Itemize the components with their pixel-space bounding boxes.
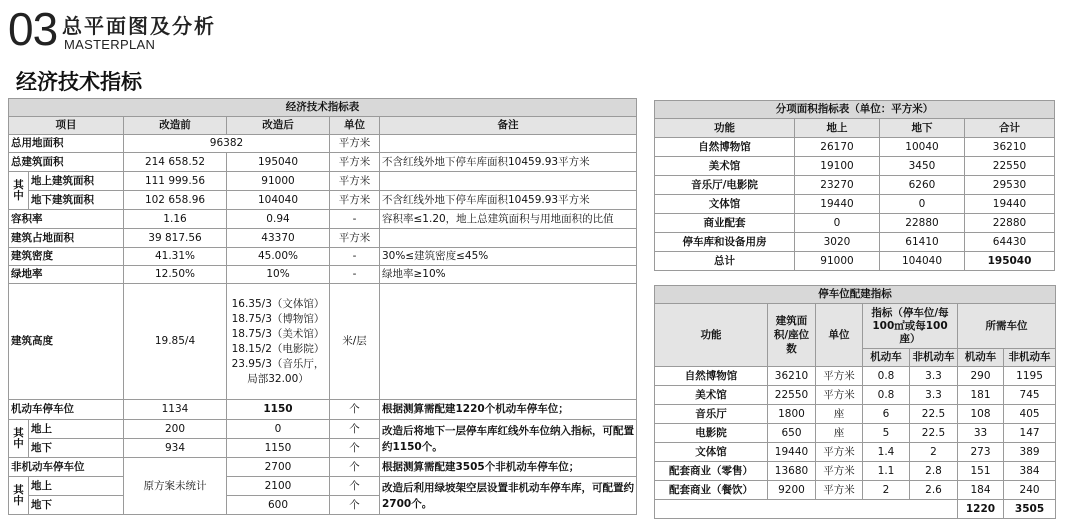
cell-unit: 平方米 (816, 443, 863, 462)
col-header-before: 改造前 (124, 117, 227, 135)
cell-above: 3020 (795, 233, 880, 252)
cell-under: 10040 (880, 138, 965, 157)
table-row (9, 477, 637, 496)
cell-area: 13680 (768, 462, 816, 481)
cell-bike: 405 (1004, 405, 1056, 424)
cell-car: 184 (958, 481, 1004, 500)
cell-car-index: 0.8 (863, 367, 910, 386)
header-row (655, 304, 1056, 349)
table-row (655, 214, 1055, 233)
table-row (9, 172, 637, 191)
col-header-bike-required: 非机动车 (1004, 349, 1056, 367)
cell-bike: 240 (1004, 481, 1056, 500)
cell-note (380, 229, 637, 248)
row-label: 建筑高度 (9, 284, 124, 400)
cell-unit: 个 (330, 477, 380, 496)
cell-after: 0.94 (227, 210, 330, 229)
cell-bike-index: 3.3 (910, 386, 958, 405)
row-label: 非机动车停车位 (9, 458, 124, 477)
table-row (655, 462, 1056, 481)
cell-function: 自然博物馆 (655, 367, 768, 386)
total-row (655, 500, 1056, 519)
col-header-index: 指标（停车位/每100㎡或每100座） (863, 304, 958, 349)
cell-note: 改造后利用绿坡架空层设置非机动车停车库，可配置约2700个。 (380, 477, 637, 515)
page-title: 经济技术指标 (16, 70, 142, 94)
cell-bike-index: 2.6 (910, 481, 958, 500)
table-row (9, 400, 637, 420)
cell-car-index: 6 (863, 405, 910, 424)
cell-total: 29530 (965, 176, 1055, 195)
col-header-area: 建筑面积/座位数 (768, 304, 816, 367)
cell-function: 美术馆 (655, 386, 768, 405)
cell-unit: 平方米 (816, 481, 863, 500)
cell-unit: 米/层 (330, 284, 380, 400)
cell-before: 12.50% (124, 266, 227, 284)
cell-area: 650 (768, 424, 816, 443)
cell-before: 19.85/4 (124, 284, 227, 400)
cell-after: 45.00% (227, 248, 330, 266)
cell-total: 195040 (965, 252, 1055, 271)
col-header-unit: 单位 (816, 304, 863, 367)
cell-unit: 个 (330, 439, 380, 458)
col-header-function: 功能 (655, 304, 768, 367)
cell-unit: 平方米 (816, 386, 863, 405)
row-label: 建筑密度 (9, 248, 124, 266)
row-label: 地下建筑面积 (29, 191, 124, 210)
parking-indicators-table (654, 285, 1056, 519)
cell-function: 音乐厅/电影院 (655, 176, 795, 195)
table-title: 经济技术指标表 (9, 99, 637, 117)
table-row (655, 233, 1055, 252)
cell-total: 22550 (965, 157, 1055, 176)
cell-note: 30%≤建筑密度≤45% (380, 248, 637, 266)
cell-before: 39 817.56 (124, 229, 227, 248)
col-header-car-required: 机动车 (958, 349, 1004, 367)
cell-under: 0 (880, 195, 965, 214)
cell-bike: 147 (1004, 424, 1056, 443)
cell-unit: 个 (330, 496, 380, 515)
row-label: 地上 (29, 477, 124, 496)
cell-before: 102 658.96 (124, 191, 227, 210)
col-header-car-index: 机动车 (863, 349, 910, 367)
cell-note: 绿地率≥10% (380, 266, 637, 284)
cell-above: 23270 (795, 176, 880, 195)
cell-unit: 平方米 (330, 191, 380, 210)
cell-after: 1150 (227, 400, 330, 420)
cell-note: 根据测算需配建1220个机动车停车位； (380, 400, 637, 420)
table-row (9, 135, 637, 153)
cell-area: 1800 (768, 405, 816, 424)
cell-car: 181 (958, 386, 1004, 405)
cell-under: 22880 (880, 214, 965, 233)
cell-after: 10% (227, 266, 330, 284)
cell-car: 273 (958, 443, 1004, 462)
economic-indicators-table (8, 98, 637, 515)
cell-after: 91000 (227, 172, 330, 191)
cell-bike-index: 22.5 (910, 405, 958, 424)
cell-function: 配套商业（餐饮） (655, 481, 768, 500)
col-header-after: 改造后 (227, 117, 330, 135)
section-title-cn: 总平面图及分析 (62, 14, 216, 38)
table-row (9, 420, 637, 439)
table-row (655, 157, 1055, 176)
col-header-note: 备注 (380, 117, 637, 135)
row-label: 绿地率 (9, 266, 124, 284)
qizhong-label: 其中 (9, 477, 29, 515)
table-title-row (655, 101, 1055, 119)
cell-unit: 平方米 (816, 462, 863, 481)
cell-above: 19100 (795, 157, 880, 176)
cell-unit: 座 (816, 405, 863, 424)
cell-note (380, 172, 637, 191)
cell-bike: 384 (1004, 462, 1056, 481)
row-label: 容积率 (9, 210, 124, 229)
cell-after: 2100 (227, 477, 330, 496)
section-title-en: MASTERPLAN (64, 37, 156, 52)
row-label: 机动车停车位 (9, 400, 124, 420)
cell-above: 19440 (795, 195, 880, 214)
cell-area: 9200 (768, 481, 816, 500)
cell-bike: 1195 (1004, 367, 1056, 386)
area-indicators-table (654, 100, 1055, 271)
cell-unit: 平方米 (816, 367, 863, 386)
cell-note: 根据测算需配建3505个非机动车停车位； (380, 458, 637, 477)
cell-unit: - (330, 248, 380, 266)
height-line: 18.75/3（博物馆） (231, 312, 325, 325)
qizhong-label: 其中 (9, 420, 29, 458)
total-row (655, 252, 1055, 271)
cell-unit: 平方米 (330, 229, 380, 248)
row-label: 地上 (29, 420, 124, 439)
col-header-required: 所需车位 (958, 304, 1056, 349)
cell-car: 290 (958, 367, 1004, 386)
table-row (655, 405, 1056, 424)
cell-function: 文体馆 (655, 443, 768, 462)
cell-car: 33 (958, 424, 1004, 443)
col-header-item: 项目 (9, 117, 124, 135)
cell-note: 改造后将地下一层停车库红线外车位纳入指标，可配置约1150个。 (380, 420, 637, 458)
cell-before: 41.31% (124, 248, 227, 266)
cell-function: 商业配套 (655, 214, 795, 233)
cell-total: 22880 (965, 214, 1055, 233)
height-line: 18.15/2（电影院） (231, 342, 325, 355)
table-row (9, 284, 637, 400)
cell-after: 195040 (227, 153, 330, 172)
cell-under: 104040 (880, 252, 965, 271)
cell-function: 配套商业（零售） (655, 462, 768, 481)
cell-car-index: 2 (863, 481, 910, 500)
height-line: 23.95/3（音乐厅， (231, 357, 325, 370)
table-title-row (9, 99, 637, 117)
cell-bike-index: 2.8 (910, 462, 958, 481)
height-line: 16.35/3（文体馆） (231, 297, 325, 310)
row-label: 地下 (29, 439, 124, 458)
cell-unit: 个 (330, 420, 380, 439)
cell-after: 43370 (227, 229, 330, 248)
table-title-row (655, 286, 1056, 304)
cell-total: 64430 (965, 233, 1055, 252)
cell-after: 0 (227, 420, 330, 439)
table-title: 停车位配建指标 (655, 286, 1056, 304)
cell-bike-index: 22.5 (910, 424, 958, 443)
cell-function: 美术馆 (655, 157, 795, 176)
row-label: 地下 (29, 496, 124, 515)
col-header-unit: 单位 (330, 117, 380, 135)
table-row (655, 138, 1055, 157)
cell-unit: 座 (816, 424, 863, 443)
cell-total: 19440 (965, 195, 1055, 214)
cell-unit: 平方米 (330, 172, 380, 191)
cell-above: 91000 (795, 252, 880, 271)
table-row (9, 229, 637, 248)
qizhong-label: 其中 (9, 172, 29, 210)
cell-function: 总计 (655, 252, 795, 271)
cell-before: 934 (124, 439, 227, 458)
cell-car: 108 (958, 405, 1004, 424)
table-row (655, 176, 1055, 195)
cell-before: 200 (124, 420, 227, 439)
cell-function: 电影院 (655, 424, 768, 443)
table-title: 分项面积指标表（单位：平方米） (655, 101, 1055, 119)
cell-above: 0 (795, 214, 880, 233)
table-row (655, 367, 1056, 386)
cell-after: 600 (227, 496, 330, 515)
row-label: 建筑占地面积 (9, 229, 124, 248)
cell-note (380, 284, 637, 400)
table-row (655, 195, 1055, 214)
cell-after: 2700 (227, 458, 330, 477)
cell-unit: 个 (330, 400, 380, 420)
total-spacer (655, 500, 958, 519)
table-row (9, 248, 637, 266)
cell-total: 36210 (965, 138, 1055, 157)
cell-unit: 个 (330, 458, 380, 477)
cell-value: 96382 (124, 135, 330, 153)
cell-unit: 平方米 (330, 135, 380, 153)
row-label: 地上建筑面积 (29, 172, 124, 191)
cell-before: 111 999.56 (124, 172, 227, 191)
cell-area: 19440 (768, 443, 816, 462)
section-number: 03 (8, 3, 58, 55)
cell-note: 容积率≤1.20，地上总建筑面积与用地面积的比值 (380, 210, 637, 229)
cell-before: 1.16 (124, 210, 227, 229)
table-row (9, 266, 637, 284)
cell-note: 不含红线外地下停车库面积10459.93平方米 (380, 191, 637, 210)
cell-car-index: 5 (863, 424, 910, 443)
col-header-total: 合计 (965, 119, 1055, 138)
cell-function: 音乐厅 (655, 405, 768, 424)
table-row (655, 481, 1056, 500)
cell-before: 214 658.52 (124, 153, 227, 172)
table-row (655, 386, 1056, 405)
cell-after: 1150 (227, 439, 330, 458)
header-row (655, 119, 1055, 138)
cell-note: 不含红线外地下停车库面积10459.93平方米 (380, 153, 637, 172)
cell-bike: 389 (1004, 443, 1056, 462)
table-row (9, 153, 637, 172)
table-row (9, 458, 637, 477)
cell-bike-index: 3.3 (910, 367, 958, 386)
cell-car-index: 0.8 (863, 386, 910, 405)
cell-before: 原方案未统计 (124, 458, 227, 515)
header-row (9, 117, 637, 135)
col-header-function: 功能 (655, 119, 795, 138)
cell-function: 停车库和设备用房 (655, 233, 795, 252)
cell-total-car: 1220 (958, 500, 1004, 519)
cell-car: 151 (958, 462, 1004, 481)
cell-bike-index: 2 (910, 443, 958, 462)
cell-total-bike: 3505 (1004, 500, 1056, 519)
cell-function: 自然博物馆 (655, 138, 795, 157)
cell-area: 22550 (768, 386, 816, 405)
row-label: 总建筑面积 (9, 153, 124, 172)
cell-under: 6260 (880, 176, 965, 195)
cell-unit: - (330, 266, 380, 284)
table-row (9, 191, 637, 210)
cell-area: 36210 (768, 367, 816, 386)
cell-under: 3450 (880, 157, 965, 176)
height-line: 局部32.00） (247, 372, 309, 385)
col-header-bike-index: 非机动车 (910, 349, 958, 367)
cell-bike: 745 (1004, 386, 1056, 405)
row-label: 总用地面积 (9, 135, 124, 153)
col-header-above: 地上 (795, 119, 880, 138)
cell-note (380, 135, 637, 153)
cell-under: 61410 (880, 233, 965, 252)
cell-after (227, 284, 330, 400)
table-row (655, 443, 1056, 462)
cell-car-index: 1.4 (863, 443, 910, 462)
cell-before: 1134 (124, 400, 227, 420)
cell-after: 104040 (227, 191, 330, 210)
cell-car-index: 1.1 (863, 462, 910, 481)
cell-unit: - (330, 210, 380, 229)
cell-above: 26170 (795, 138, 880, 157)
height-line: 18.75/3（美术馆） (231, 327, 325, 340)
cell-function: 文体馆 (655, 195, 795, 214)
table-row (655, 424, 1056, 443)
table-row (9, 210, 637, 229)
col-header-under: 地下 (880, 119, 965, 138)
cell-unit: 平方米 (330, 153, 380, 172)
